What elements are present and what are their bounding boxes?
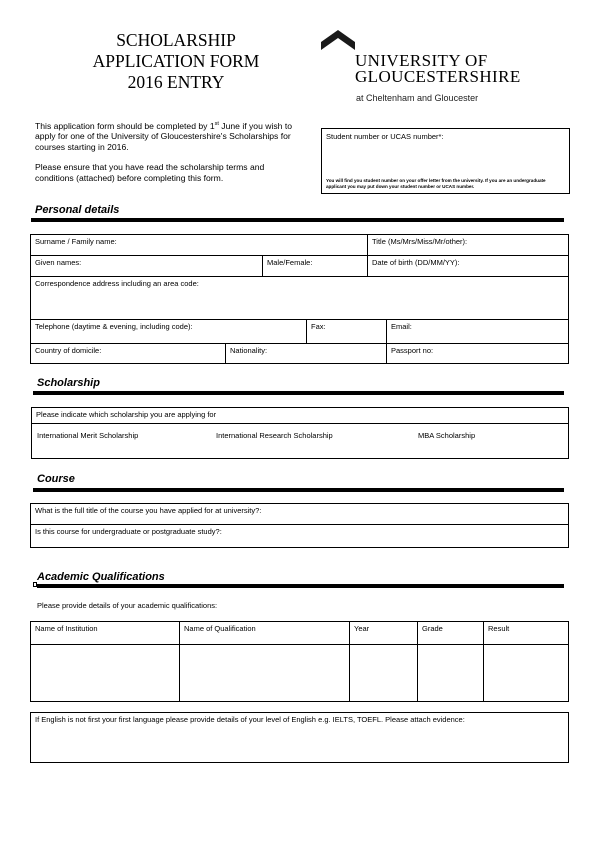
- address-label: Correspondence address including an area code:: [35, 279, 199, 288]
- form-title: [60, 30, 292, 93]
- scholarship-option-mba[interactable]: MBA Scholarship: [418, 431, 476, 440]
- scholarship-table: [31, 407, 569, 459]
- row-divider: [32, 423, 568, 424]
- column-header-institution: [31, 622, 179, 644]
- section-rule: [31, 218, 564, 222]
- course-table: [30, 503, 569, 548]
- student-number-note: You will find you student number on your offer letter from the university. If you are an undergraduate applicant you may put down your student number or UCAS number.: [326, 178, 546, 189]
- email-label: Email:: [391, 322, 412, 331]
- title-line-2: APPLICATION FORM: [92, 51, 260, 71]
- course-title-field[interactable]: [31, 504, 568, 524]
- column-header-qualification: [179, 622, 349, 644]
- course-title-label: What is the full title of the course you have applied for at university?:: [35, 506, 262, 515]
- section-rule: [33, 488, 564, 492]
- institution-cell[interactable]: [31, 644, 179, 701]
- year-cell[interactable]: [349, 644, 417, 701]
- sex-label: Male/Female:: [267, 258, 313, 267]
- scholarship-option-merit[interactable]: International Merit Scholarship: [37, 431, 139, 440]
- student-number-label: Student number or UCAS number*:: [326, 132, 444, 141]
- university-name-line-2: GLOUCESTERSHIRE: [355, 67, 521, 86]
- study-level-label: Is this course for undergraduate or postgraduate study?:: [35, 527, 222, 536]
- column-header-grade: [417, 622, 483, 644]
- fax-label: Fax:: [311, 322, 326, 331]
- title-field[interactable]: [367, 235, 568, 255]
- intro-paragraph-2: Please ensure that you have read the scholarship terms and conditions (attached) before completing this form.: [35, 162, 265, 183]
- column-header-label: Grade: [422, 624, 443, 633]
- study-level-field[interactable]: [31, 524, 568, 547]
- result-cell[interactable]: [483, 644, 568, 701]
- university-subtitle: at Cheltenham and Gloucester: [356, 93, 479, 103]
- column-header-result: [483, 622, 568, 644]
- scholarship-option-research[interactable]: International Research Scholarship: [216, 431, 333, 440]
- given-names-label: Given names:: [35, 258, 82, 267]
- column-header-year: [349, 622, 417, 644]
- fax-field[interactable]: [306, 319, 386, 343]
- english-level-field[interactable]: [30, 712, 569, 763]
- column-header-label: Year: [354, 624, 370, 633]
- rule-end-marker: [33, 582, 37, 587]
- country-label: Country of domicile:: [35, 346, 102, 355]
- nationality-label: Nationality:: [230, 346, 268, 355]
- title-line-1: SCHOLARSHIP: [116, 30, 236, 50]
- qualification-cell[interactable]: [179, 644, 349, 701]
- scholarship-heading: Scholarship: [37, 377, 100, 389]
- personal-details-heading: Personal details: [35, 204, 120, 216]
- academic-prompt: Please provide details of your academic qualifications:: [37, 601, 218, 610]
- intro-text: [35, 121, 305, 193]
- surname-field[interactable]: [31, 235, 367, 255]
- course-heading: Course: [37, 473, 75, 485]
- passport-field[interactable]: [386, 343, 568, 363]
- column-header-label: Result: [488, 624, 510, 633]
- dob-field[interactable]: [367, 255, 568, 276]
- university-logo-icon: [321, 30, 355, 56]
- university-name-line-1: UNIVERSITY OF: [355, 51, 488, 70]
- email-field[interactable]: [386, 319, 568, 343]
- passport-label: Passport no:: [391, 346, 434, 355]
- country-field[interactable]: [31, 343, 225, 363]
- section-rule: [37, 584, 564, 588]
- column-header-label: Name of Qualification: [184, 624, 256, 633]
- academic-heading: Academic Qualifications: [37, 571, 165, 583]
- nationality-field[interactable]: [225, 343, 386, 363]
- grade-cell[interactable]: [417, 644, 483, 701]
- column-header-label: Name of Institution: [35, 624, 98, 633]
- title-line-3: 2016 ENTRY: [127, 72, 225, 92]
- english-level-label: If English is not first your first language please provide details of your level of English e.g. IELTS, TOEFL. Please attach evidence:: [35, 715, 465, 724]
- title-label: Title (Ms/Mrs/Miss/Mr/other):: [372, 237, 468, 246]
- dob-label: Date of birth (DD/MM/YY):: [372, 258, 460, 267]
- personal-details-table: [30, 234, 569, 364]
- surname-label: Surname / Family name:: [35, 237, 117, 246]
- telephone-label: Telephone (daytime & evening, including code):: [35, 322, 193, 331]
- intro-paragraph-1: This application form should be completed by 1st June if you wish to apply for one of the University of Gloucestershire's Scholarships for courses starting in 2016.: [35, 121, 292, 152]
- address-field[interactable]: [31, 276, 568, 319]
- qualifications-table: [30, 621, 569, 702]
- telephone-field[interactable]: [31, 319, 306, 343]
- scholarship-prompt: [32, 408, 568, 423]
- student-number-field[interactable]: [321, 128, 570, 194]
- sex-field[interactable]: [262, 255, 367, 276]
- section-rule: [33, 391, 564, 395]
- given-names-field[interactable]: [31, 255, 262, 276]
- scholarship-prompt-label: Please indicate which scholarship you are applying for: [36, 410, 217, 419]
